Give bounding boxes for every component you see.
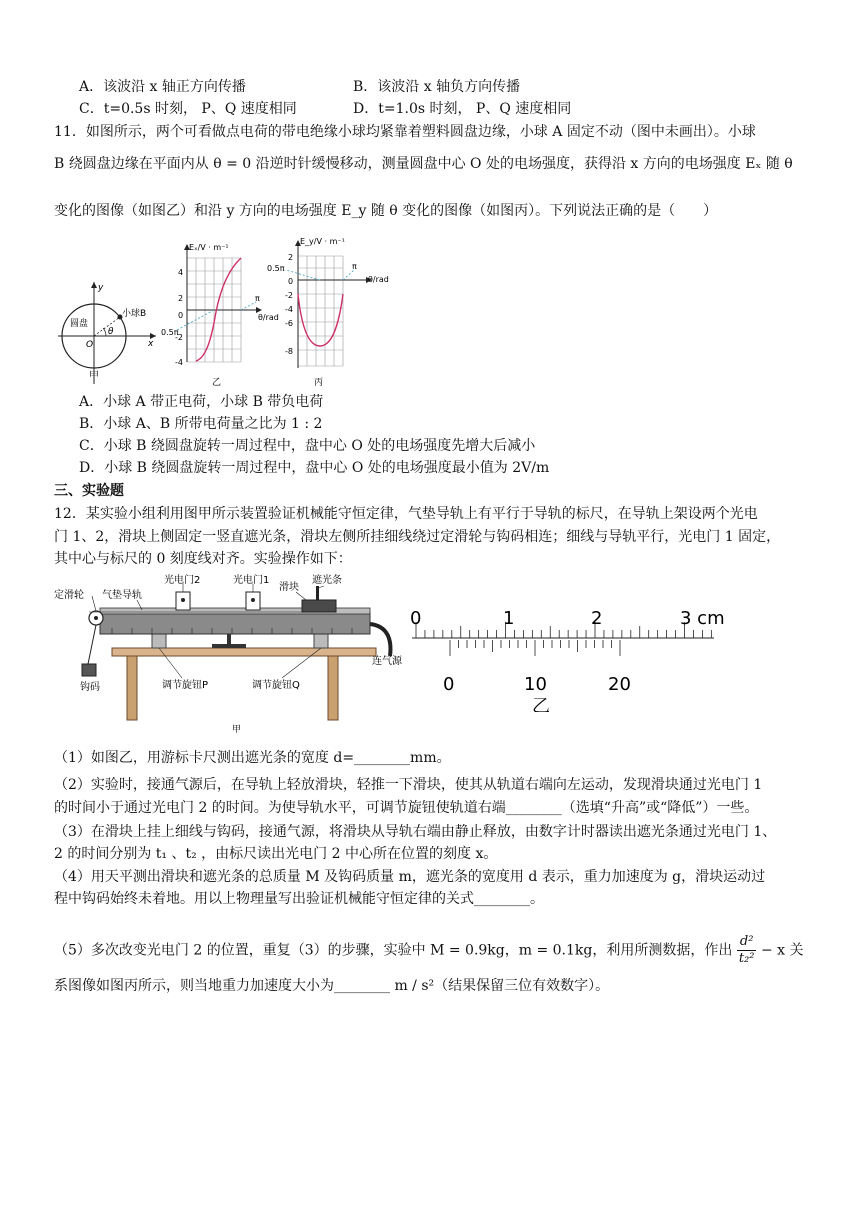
q12-sub3-line2: 2 的时间分别为 t₁ 、t₂ ，由标尺读出光电门 2 中心所在位置的刻度 x。 bbox=[54, 846, 498, 862]
q12-sub2-line1: （2）实验时，接通气源后，在导轨上轻放滑块，轻推一下滑块，使其从轨道右端向左运动，发现滑块通过光电门 1 bbox=[54, 777, 763, 793]
slider-label: 滑块 bbox=[279, 582, 299, 593]
q12-sub5-text: （5）多次改变光电门 2 的位置，重复（3）的步骤，实验中 M = 0.9kg，m = 0.1kg，利用所测数据，作出 bbox=[54, 942, 733, 959]
q11-stem-line2: B 绕圆盘边缘在平面内从 θ = 0 沿逆时针缓慢移动，测量圆盘中心 O 处的电场强度，获得沿 x 方向的电场强度 Eₓ 随 θ bbox=[54, 156, 793, 172]
bing-tick-0: 0 bbox=[288, 277, 294, 286]
caliper-caption: 乙 bbox=[532, 696, 550, 712]
q12-stem-line3: 其中心与标尺的 0 刻度线对齐。实验操作如下： bbox=[54, 551, 352, 567]
main-scale-1: 1 bbox=[503, 608, 515, 629]
bing-caption: 丙 bbox=[314, 378, 324, 388]
vernier-scale-20: 20 bbox=[608, 674, 631, 695]
y-axis-label: y bbox=[98, 283, 104, 293]
origin-label: O bbox=[86, 340, 94, 350]
q12-sub2-line2: 的时间小于通过光电门 2 的时间。为使导轨水平，可调节旋钮使轨道右端________（选填“升高”或“降低”）一些。 bbox=[54, 800, 759, 816]
bing-x-axis-label: θ/rad bbox=[368, 275, 389, 284]
figure-jia-caption: 甲 bbox=[89, 371, 99, 382]
figure-vernier-caliper bbox=[404, 600, 734, 712]
shade-label: 遮光条 bbox=[312, 575, 342, 586]
q10-option-b: B．该波沿 x 轴负方向传播 bbox=[353, 79, 521, 95]
yi-half-pi-label: 0.5π bbox=[161, 328, 179, 337]
bing-tick-neg8: -8 bbox=[285, 347, 293, 356]
q11-option-a: A．小球 A 带正电荷，小球 B 带负电荷 bbox=[79, 394, 324, 410]
figure-yi-ex-graph bbox=[160, 238, 280, 390]
q11-option-b: B．小球 A、B 所带电荷量之比为 1 : 2 bbox=[79, 416, 323, 432]
q12-sub4-line2: 程中钩码始终未着地。用以上物理量写出验证机械能守恒定律的关式________。 bbox=[54, 891, 544, 907]
main-scale-3cm: 3 cm bbox=[680, 608, 725, 629]
apparatus-caption: 甲 bbox=[232, 725, 242, 735]
bing-tick-neg6: -6 bbox=[285, 319, 293, 328]
bing-pi-label: π bbox=[352, 262, 357, 271]
air-track-label: 气垫导轨 bbox=[102, 590, 142, 601]
theta-label: θ bbox=[108, 327, 114, 337]
q12-sub5-line1 bbox=[54, 934, 803, 967]
ball-b-label: 小球B bbox=[122, 309, 147, 319]
q10-option-a: A．该波沿 x 轴正方向传播 bbox=[79, 79, 246, 95]
q10-option-c: C．t=0.5s 时刻， P、Q 速度相同 bbox=[79, 101, 297, 117]
section-heading: 三、实验题 bbox=[54, 483, 124, 499]
figure-air-track-apparatus bbox=[52, 572, 412, 736]
bing-tick-neg2: -2 bbox=[285, 291, 293, 300]
main-scale-2: 2 bbox=[591, 608, 603, 629]
frac-numerator: d² bbox=[737, 934, 757, 951]
yi-tick-2: 2 bbox=[178, 294, 184, 303]
yi-y-axis-label: Eₓ/V · m⁻¹ bbox=[189, 243, 229, 252]
disk-label: 圆盘 bbox=[70, 319, 89, 329]
q10-option-d: D．t=1.0s 时刻， P、Q 速度相同 bbox=[353, 101, 572, 117]
bing-tick-2: 2 bbox=[288, 253, 294, 262]
q12-stem-line2: 门 1、2，滑块上侧固定一竖直遮光条，滑块左侧所挂细线绕过定滑轮与钩码相连；细线与导轨平行，光电门 1 固定， bbox=[54, 529, 781, 545]
q12-sub5-line2: 系图像如图丙所示，则当地重力加速度大小为________ m / s²（结果保留三位有效数字）。 bbox=[54, 978, 610, 994]
air-source-label: 连气源 bbox=[372, 656, 402, 667]
frac-denominator: t₂² bbox=[738, 951, 755, 966]
yi-caption: 乙 bbox=[212, 378, 222, 388]
vernier-scale-0: 0 bbox=[443, 674, 455, 695]
q12-sub5-tail: − x 关 bbox=[760, 942, 804, 959]
main-scale-0: 0 bbox=[410, 608, 422, 629]
figure-bing-ey-graph bbox=[266, 232, 406, 390]
q12-sub1: （1）如图乙，用游标卡尺测出遮光条的宽度 d=________mm。 bbox=[54, 750, 451, 766]
yi-tick-neg2: -2 bbox=[175, 333, 183, 342]
d2-over-t2-squared bbox=[737, 934, 757, 967]
yi-tick-neg4: -4 bbox=[175, 358, 183, 367]
pulley-label: 定滑轮 bbox=[54, 590, 84, 601]
bing-tick-neg4: -4 bbox=[285, 305, 293, 314]
figure-jia-disk bbox=[52, 280, 162, 390]
vernier-scale-10: 10 bbox=[524, 674, 547, 695]
yi-tick-0: 0 bbox=[178, 311, 184, 320]
knob-p-label: 调节旋钮P bbox=[162, 680, 209, 691]
yi-tick-4: 4 bbox=[178, 268, 184, 277]
q11-option-d: D．小球 B 绕圆盘旋转一周过程中，盘中心 O 处的电场强度最小值为 2V/m bbox=[79, 460, 550, 476]
q12-sub3-line1: （3）在滑块上挂上细线与钩码，接通气源，将滑块从导轨右端由静止释放，由数字计时器读出遮光条通过光电门 1、 bbox=[54, 824, 777, 840]
q12-stem-line1: 12．某实验小组利用图甲所示装置验证机械能守恒定律，气垫导轨上有平行于导轨的标尺，在导轨上架设两个光电 bbox=[54, 506, 758, 522]
q11-option-c: C．小球 B 绕圆盘旋转一周过程中，盘中心 O 处的电场强度先增大后减小 bbox=[79, 438, 536, 454]
gate1-label: 光电门1 bbox=[233, 575, 270, 586]
knob-q-label: 调节旋钮Q bbox=[252, 680, 300, 691]
yi-pi-label: π bbox=[255, 294, 260, 303]
x-axis-label: x bbox=[148, 339, 154, 349]
q11-stem-line1: 11．如图所示，两个可看做点电荷的带电绝缘小球均紧靠着塑料圆盘边缘，小球 A 固定不动（图中未画出）。小球 bbox=[54, 124, 756, 140]
weight-label: 钩码 bbox=[80, 682, 100, 693]
yi-x-axis-label: θ/rad bbox=[258, 313, 279, 322]
bing-y-axis-label: E_y/V · m⁻¹ bbox=[300, 237, 345, 246]
gate2-label: 光电门2 bbox=[164, 575, 201, 586]
q11-stem-line3: 变化的图像（如图乙）和沿 y 方向的电场强度 E_y 随 θ 变化的图像（如图丙）。下列说法正确的是（ ） bbox=[54, 203, 718, 219]
q12-sub4-line1: （4）用天平测出滑块和遮光条的总质量 M 及钩码质量 m，遮光条的宽度用 d 表示，重力加速度为 g，滑块运动过 bbox=[54, 869, 766, 885]
bing-half-pi-label: 0.5π bbox=[267, 264, 285, 273]
